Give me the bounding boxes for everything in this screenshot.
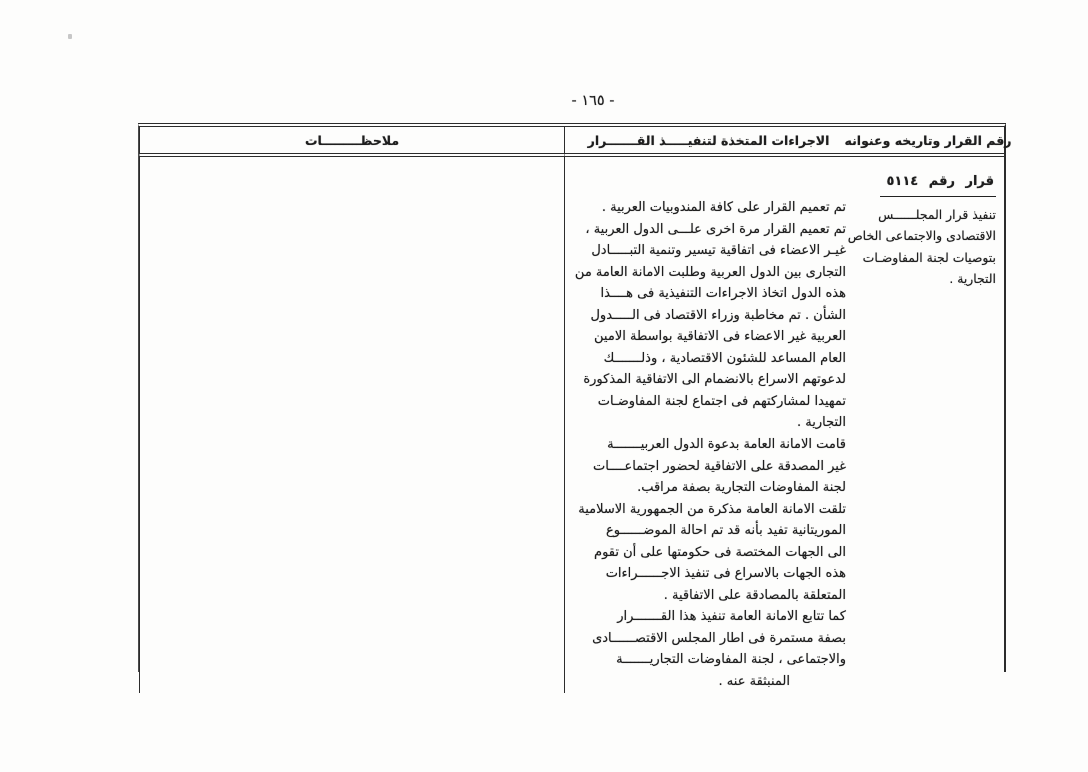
procedure-line: هذه الدول اتخاذ الاجراءات التنفيذية فى هــــذا: [600, 286, 846, 302]
procedure-line: لدعوتهم الاسراع بالانضمام الى الاتفاقية المذكورة: [583, 372, 846, 388]
notes-cell: [139, 157, 564, 693]
decision-cell: [847, 157, 1004, 693]
procedures-cell: [564, 157, 852, 693]
procedures-text: [565, 157, 852, 693]
column-header-decision: رقم القرار وتاريخه وعنوانه: [852, 127, 1004, 157]
procedure-line: هذه الجهات بالاسراع فى تنفيذ الاجــــــراءات: [605, 566, 846, 582]
decisions-table: [138, 123, 1012, 690]
procedure-line: لجنة المفاوضات التجارية بصفة مراقب.: [637, 480, 846, 496]
procedure-line: تلقت الامانة العامة مذكرة من الجمهورية الاسلامية: [578, 501, 846, 517]
procedure-line: المنبثقة عنه .: [718, 674, 790, 690]
column-header-notes: ملاحظـــــــــات: [139, 127, 564, 157]
scan-speck: [68, 34, 72, 39]
procedure-line: التجارية .: [797, 415, 846, 431]
procedure-line: بصفة مستمرة فى اطار المجلس الاقتصــــــادى: [592, 630, 846, 646]
procedure-line: غير المصدقة على الاتفاقية لحضور اجتماعــــات: [593, 458, 846, 474]
procedure-line: كما تتابع الامانة العامة تنفيذ هذا القـــــــرار: [617, 609, 846, 625]
decision-title-line: التجارية .: [949, 271, 996, 286]
procedure-line: والاجتماعى ، لجنة المفاوضات التجاريـــــــة: [616, 652, 846, 668]
procedure-line: التجارى بين الدول العربية وطلبت الامانة العامة من: [574, 264, 846, 280]
decision-number: قرار رقم ٥١١٤: [880, 171, 996, 197]
page-number: - ١٦٥ -: [571, 93, 615, 109]
procedure-line: غيـر الاعضاء فى اتفاقية تيسير وتنمية التبـــــادل: [591, 243, 846, 259]
procedure-line: المتعلقة بالمصادقة على الاتفاقية .: [663, 587, 846, 603]
procedure-line: تم تعميم القرار مرة اخرى علـــى الدول العربية ،: [585, 221, 846, 237]
procedure-line: الموريتانية تفيد بأنه قد تم احالة الموضــــــوع: [605, 523, 846, 539]
procedure-line: الشأن . تم مخاطبة وزراء الاقتصاد فى الـــــدول: [590, 307, 846, 323]
procedure-line: تمهيدا لمشاركتهم فى اجتماع لجنة المفاوضـات: [597, 393, 846, 409]
decision-title-line: الاقتصادى والاجتماعى الخاص: [847, 228, 996, 243]
decision-title-line: تنفيذ قرار المجلــــــس: [878, 206, 996, 222]
procedure-line: العربية غير الاعضاء فى الاتفاقية بواسطة الامين: [594, 329, 846, 345]
column-header-procedures: الاجراءات المتخذة لتنفيـــــذ القـــــــرار: [564, 127, 852, 157]
procedure-line: تم تعميم القرار على كافة المندوبيات العربية .: [601, 200, 846, 215]
procedure-line: قامت الامانة العامة بدعوة الدول العربيـــــــة: [607, 437, 846, 453]
decision-title-line: بتوصيات لجنة المفاوضـات: [862, 249, 996, 265]
procedure-line: الى الجهات المختصة فى حكومتها على أن تقوم: [594, 544, 846, 560]
decision-title: [847, 204, 996, 290]
procedure-line: العام المساعد للشئون الاقتصادية ، وذلـــــــك: [603, 350, 846, 366]
